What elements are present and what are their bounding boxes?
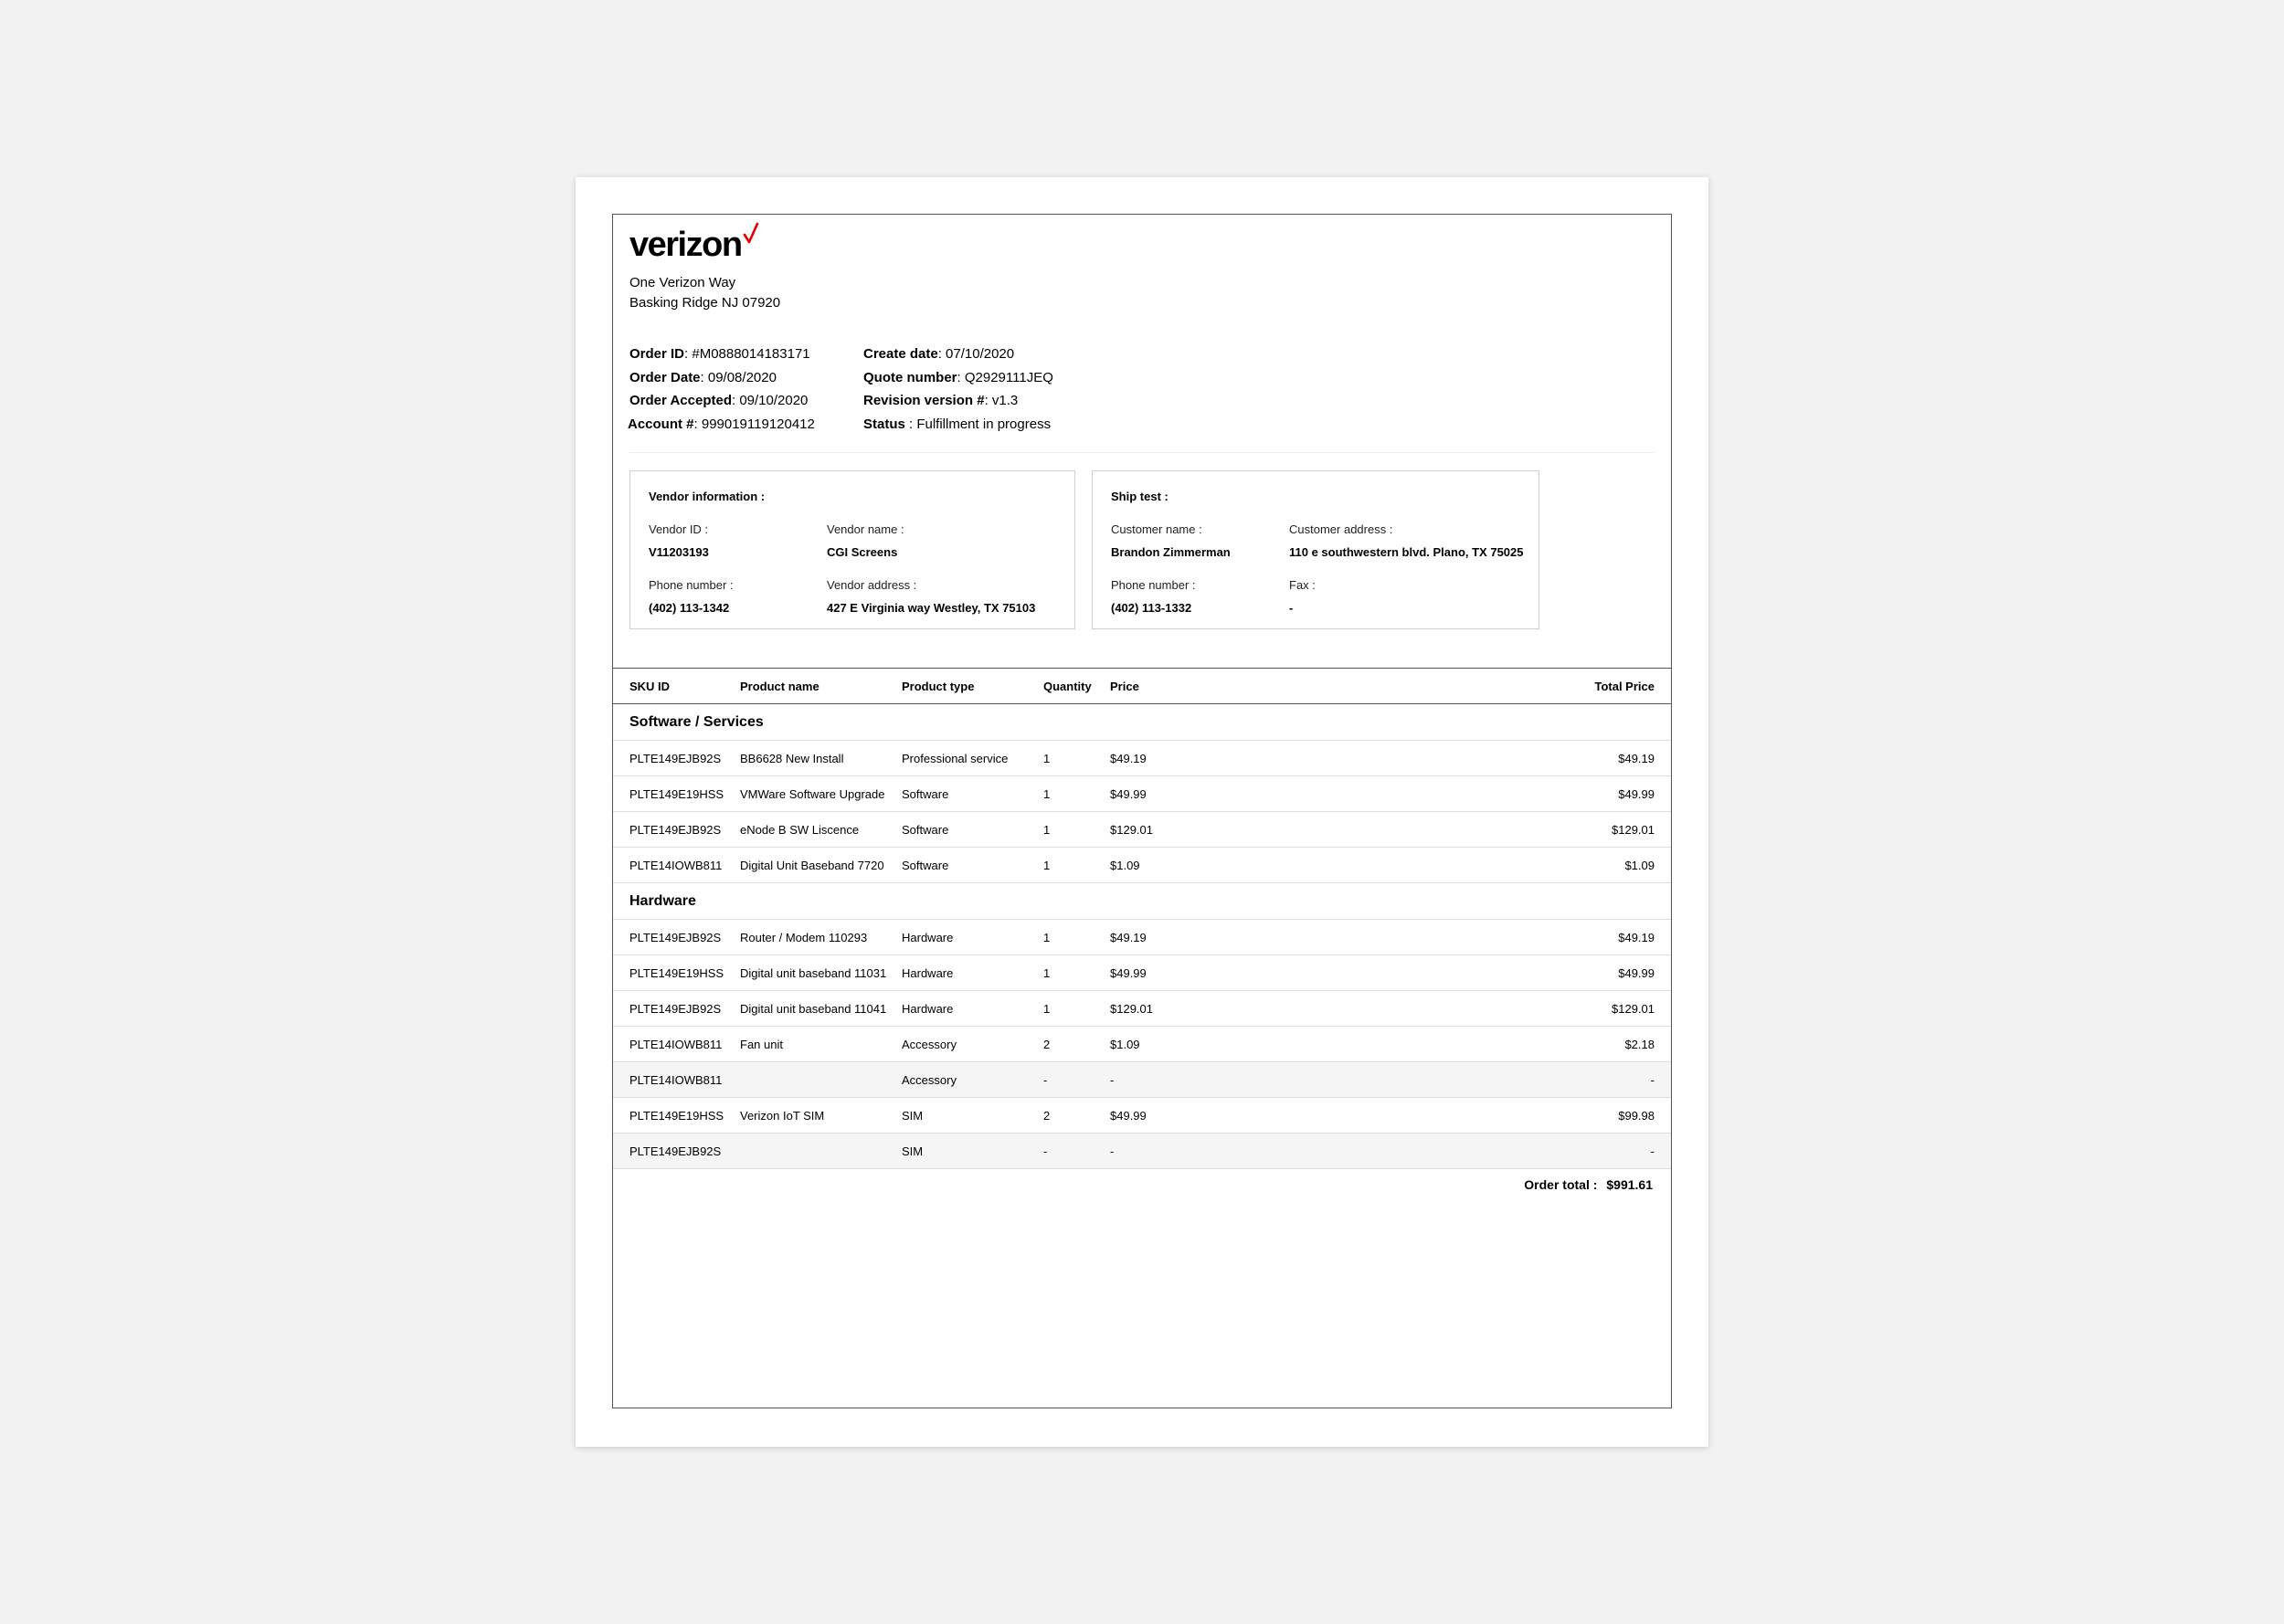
- cell-name: BB6628 New Install: [740, 751, 844, 765]
- cell-qty: 2: [1043, 1108, 1051, 1123]
- table-header: [613, 668, 1671, 704]
- table-row: [613, 920, 1671, 955]
- cell-sku: PLTE149E19HSS: [629, 786, 724, 801]
- table-row: [613, 741, 1671, 776]
- cell-qty: 1: [1043, 751, 1051, 765]
- table-row: [613, 812, 1671, 848]
- cell-price: $49.99: [1110, 1108, 1147, 1123]
- cell-total: $49.99: [1618, 965, 1655, 980]
- cell-sku: PLTE149E19HSS: [629, 1108, 724, 1123]
- cell-price: -: [1110, 1072, 1115, 1087]
- cell-type: SIM: [902, 1108, 924, 1123]
- order-accepted-row: [629, 389, 815, 413]
- status-row: [863, 413, 1053, 437]
- col-total-header: Total Price: [1594, 679, 1655, 693]
- meta-label: Quote number: [863, 369, 957, 385]
- quote-number-row: [863, 366, 1053, 390]
- table-row: [613, 1062, 1671, 1098]
- meta-label: Order Accepted: [629, 393, 732, 408]
- cell-price: $129.01: [1110, 822, 1153, 837]
- cell-type: Hardware: [902, 965, 954, 980]
- cell-total: $49.19: [1618, 751, 1655, 765]
- meta-value: : 09/10/2020: [731, 393, 809, 408]
- order-total-value: $991.61: [1606, 1177, 1653, 1192]
- cell-type: SIM: [902, 1144, 924, 1158]
- cell-price: $49.99: [1110, 965, 1147, 980]
- cell-qty: 1: [1043, 965, 1051, 980]
- section-title: Software / Services: [629, 713, 764, 730]
- cell-price: $49.19: [1110, 930, 1147, 944]
- meta-value: : Q2929111JEQ: [957, 369, 1053, 385]
- section-title: Hardware: [629, 892, 696, 909]
- col-name-header: Product name: [740, 679, 819, 693]
- order-date-row: [629, 366, 815, 390]
- cell-name: Digital unit baseband 11041: [740, 1001, 887, 1016]
- section-header: [613, 883, 1671, 920]
- vendor-id-label: Vendor ID :: [649, 522, 709, 536]
- cell-type: Hardware: [902, 930, 954, 944]
- order-items-table: [613, 668, 1671, 1169]
- revision-row: [863, 389, 1053, 413]
- section-header: [613, 704, 1671, 741]
- cell-total: $99.98: [1618, 1108, 1655, 1123]
- cell-sku: PLTE149EJB92S: [629, 930, 722, 944]
- cell-total: $49.19: [1618, 930, 1655, 944]
- meta-label: Status: [863, 416, 905, 432]
- order-frame: [612, 214, 1672, 1408]
- table-row: [613, 1098, 1671, 1134]
- cell-sku: PLTE149EJB92S: [629, 1001, 722, 1016]
- cell-name: Router / Modem 110293: [740, 930, 868, 944]
- address-line-2: Basking Ridge NJ 07920: [629, 295, 781, 311]
- meta-label: Order ID: [629, 346, 685, 362]
- cell-total: $129.01: [1612, 822, 1655, 837]
- cell-sku: PLTE14IOWB811: [629, 1037, 723, 1051]
- cell-sku: PLTE149E19HSS: [629, 965, 724, 980]
- create-date-row: [863, 343, 1053, 366]
- vendor-phone-value: (402) 113-1342: [649, 601, 730, 615]
- cell-qty: 2: [1043, 1037, 1051, 1051]
- fax-value: -: [1289, 601, 1294, 615]
- cell-qty: 1: [1043, 822, 1051, 837]
- cell-qty: -: [1043, 1144, 1048, 1158]
- cell-price: -: [1110, 1144, 1115, 1158]
- table-row: [613, 1134, 1671, 1169]
- table-body: [613, 704, 1671, 1169]
- cell-price: $1.09: [1110, 858, 1140, 872]
- vendor-name-label: Vendor name :: [827, 522, 904, 536]
- cell-price: $1.09: [1110, 1037, 1140, 1051]
- meta-value: : 999019119120412: [693, 416, 815, 432]
- cell-total: $2.18: [1624, 1037, 1655, 1051]
- cell-type: Accessory: [902, 1037, 957, 1051]
- col-type-header: Product type: [902, 679, 975, 693]
- ship-info-card: [1092, 470, 1539, 629]
- cell-qty: 1: [1043, 786, 1051, 801]
- cell-qty: 1: [1043, 930, 1051, 944]
- ship-phone-value: (402) 113-1332: [1111, 601, 1192, 615]
- col-qty-header: Quantity: [1043, 679, 1092, 693]
- table-row: [613, 776, 1671, 812]
- meta-label: Account #: [628, 416, 694, 432]
- cell-sku: PLTE149EJB92S: [629, 822, 722, 837]
- vendor-address-value: 427 E Virginia way Westley, TX 75103: [827, 601, 1036, 615]
- verizon-logo: [629, 227, 759, 262]
- cell-name: Verizon IoT SIM: [740, 1108, 825, 1123]
- cell-qty: -: [1043, 1072, 1048, 1087]
- ship-phone-label: Phone number :: [1111, 578, 1196, 592]
- cell-type: Software: [902, 858, 949, 872]
- vendor-name-value: CGI Screens: [827, 545, 898, 559]
- vendor-card-title: Vendor information :: [649, 490, 766, 503]
- cell-name: Fan unit: [740, 1037, 783, 1051]
- meta-value: : v1.3: [984, 393, 1019, 408]
- cell-sku: PLTE14IOWB811: [629, 1072, 723, 1087]
- cell-total: -: [1650, 1072, 1655, 1087]
- order-total: [1524, 1177, 1653, 1192]
- account-row: [628, 413, 815, 437]
- order-id-row: [629, 343, 815, 366]
- meta-value: : 09/08/2020: [700, 369, 777, 385]
- table-row: [613, 848, 1671, 883]
- meta-label: Revision version #: [863, 393, 985, 408]
- order-meta-right: [863, 343, 1053, 436]
- vendor-address-label: Vendor address :: [827, 578, 917, 592]
- meta-value: : Fulfillment in progress: [904, 416, 1052, 432]
- cell-sku: PLTE14IOWB811: [629, 858, 723, 872]
- address-line-1: One Verizon Way: [629, 275, 736, 290]
- order-total-label: Order total :: [1524, 1177, 1598, 1192]
- cell-sku: PLTE149EJB92S: [629, 751, 722, 765]
- order-meta-left: [629, 343, 815, 436]
- cell-price: $49.99: [1110, 786, 1147, 801]
- customer-address-label: Customer address :: [1289, 522, 1393, 536]
- meta-label: Create date: [863, 346, 938, 362]
- cell-qty: 1: [1043, 858, 1051, 872]
- customer-name-value: Brandon Zimmerman: [1111, 545, 1231, 559]
- cell-name: VMWare Software Upgrade: [740, 786, 885, 801]
- cell-price: $129.01: [1110, 1001, 1153, 1016]
- meta-value: : #M0888014183171: [684, 346, 810, 362]
- cell-sku: PLTE149EJB92S: [629, 1144, 722, 1158]
- table-row: [613, 1027, 1671, 1062]
- customer-address-value: 110 e southwestern blvd. Plano, TX 75025: [1289, 545, 1524, 559]
- meta-label: Order Date: [629, 369, 701, 385]
- meta-value: : 07/10/2020: [937, 346, 1015, 362]
- document-page: [576, 177, 1708, 1447]
- vendor-info-card: [629, 470, 1075, 629]
- cell-total: -: [1650, 1144, 1655, 1158]
- cell-type: Accessory: [902, 1072, 957, 1087]
- cell-type: Software: [902, 786, 949, 801]
- table-row: [613, 991, 1671, 1027]
- cell-type: Software: [902, 822, 949, 837]
- company-address: [629, 273, 780, 313]
- col-price-header: Price: [1110, 679, 1139, 693]
- cell-name: Digital unit baseband 11031: [740, 965, 887, 980]
- cell-total: $49.99: [1618, 786, 1655, 801]
- table-row: [613, 955, 1671, 991]
- col-sku-header: SKU ID: [629, 679, 671, 693]
- cell-price: $49.19: [1110, 751, 1147, 765]
- cell-name: eNode B SW Liscence: [740, 822, 860, 837]
- cell-type: Hardware: [902, 1001, 954, 1016]
- customer-name-label: Customer name :: [1111, 522, 1202, 536]
- cell-total: $1.09: [1624, 858, 1655, 872]
- fax-label: Fax :: [1289, 578, 1316, 592]
- logo-wordmark: verizon: [629, 226, 742, 264]
- cell-total: $129.01: [1612, 1001, 1655, 1016]
- ship-card-title: Ship test :: [1111, 490, 1168, 503]
- vendor-phone-label: Phone number :: [649, 578, 734, 592]
- checkmark-icon: [743, 222, 759, 244]
- cell-qty: 1: [1043, 1001, 1051, 1016]
- vendor-id-value: V11203193: [649, 545, 709, 559]
- cell-type: Professional service: [902, 751, 1009, 765]
- cell-name: Digital Unit Baseband 7720: [740, 858, 884, 872]
- divider: [629, 452, 1655, 453]
